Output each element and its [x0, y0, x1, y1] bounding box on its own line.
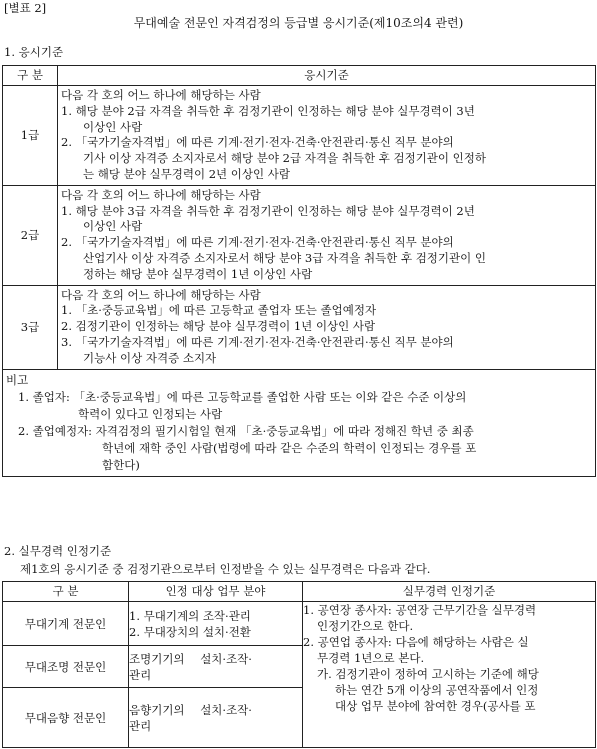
criteria-line: 인정기간으로 한다.: [317, 619, 414, 633]
criteria-line: 2. 「국가기술자격법」에 따른 기계·전기·전자·건축·안전관리·통신 직무 분야의: [61, 235, 454, 250]
criteria-line: 이상인 사람: [83, 119, 143, 134]
criteria-line: 는 해당 분야 실무경력이 2년 이상인 사람: [83, 166, 290, 181]
scope-line: 관리: [129, 667, 152, 682]
criteria-line: 하는 연간 5개 이상의 공연작품에서 인정: [335, 683, 539, 697]
criteria-line: 무경력 1년으로 본다.: [317, 651, 425, 665]
criteria-line: 가. 검정기관이 정하여 고시하는 기준에 해당: [317, 667, 539, 681]
criteria-line: 기능사 이상 자격증 소지자: [83, 350, 217, 365]
criteria-line: 다음 각 호의 어느 하나에 해당하는 사람: [61, 88, 261, 102]
scope-cell: [129, 602, 303, 646]
criteria-line: 1. 해당 분야 2급 자격을 취득한 후 검정기관이 인정하는 해당 분야 실무경력이 3년: [61, 103, 475, 118]
scope-line: 조명기기의 설치·조작·: [129, 651, 252, 666]
scope-cell: [129, 646, 303, 688]
remarks-line: 학력이 있다고 인정되는 사람: [78, 406, 223, 421]
grade-cell: 3급: [3, 285, 58, 369]
criteria-line: 기사 이상 자격증 소지자로서 해당 분야 2급 자격을 취득한 후 검정기관이 인정하: [83, 151, 487, 166]
col-criteria-header: 응시기준: [58, 66, 596, 86]
criteria-line: 2. 공연업 종사자: 다음에 해당하는 사람은 실: [303, 635, 529, 649]
remarks-row: [3, 369, 596, 476]
section1-heading: 1. 응시기준: [4, 45, 64, 59]
criteria-cell: [58, 185, 596, 285]
criteria-cell: [58, 285, 596, 369]
grade-cell: 2급: [3, 185, 58, 285]
table-row: [3, 86, 596, 186]
table-row: [3, 185, 596, 285]
remarks-line: 학년에 재학 중인 사람(법령에 따라 같은 수준의 학력이 인정되는 경우를 포: [102, 440, 477, 455]
criteria-line: 2. 검정기관이 인정하는 해당 분야 실무경력이 1년 이상인 사람: [61, 319, 376, 334]
col-experience-header: 실무경력 인정기준: [303, 582, 596, 602]
remarks-title: 비고: [6, 372, 29, 387]
remarks-line: 2. 졸업예정자: 자격검정의 필기시험일 현재 「초·중등교육법」에 따라 정해진 학년 중 최종: [18, 423, 474, 438]
scope-line: 2. 무대장치의 설치·전환: [129, 624, 251, 639]
section2-intro: 제1호의 응시기준 중 검정기관으로부터 인정받을 수 있는 실무경력은 다음과 같다.: [20, 562, 431, 576]
scope-line: 관리: [129, 718, 152, 733]
type-cell: 무대조명 전문인: [3, 646, 129, 688]
criteria-line: 정하는 해당 분야 실무경력이 1년 이상인 사람: [83, 266, 313, 281]
type-cell: 무대음향 전문인: [3, 688, 129, 748]
scope-line: 음향기기의 설치·조작·: [129, 702, 252, 717]
criteria-line: 이상인 사람: [83, 219, 143, 234]
criteria-line: 다음 각 호의 어느 하나에 해당하는 사람: [61, 187, 261, 202]
scope-cell: [129, 688, 303, 748]
criteria-line: 1. 공연장 종사자: 공연장 근무기간을 실무경력: [303, 603, 537, 617]
criteria-line: 1. 해당 분야 3급 자격을 취득한 후 검정기관이 인정하는 해당 분야 실무경력이 2년: [61, 203, 475, 218]
scope-line: 1. 무대기계의 조작·관리: [129, 608, 251, 623]
criteria-line: 다음 각 호의 어느 하나에 해당하는 사람: [61, 287, 261, 302]
eligibility-table: [2, 65, 596, 477]
col-scope-header: 인정 대상 업무 분야: [129, 582, 303, 602]
criteria-line: 산업기사 이상 자격증 소지자로서 해당 분야 3급 자격을 취득한 후 검정기관이 인: [83, 250, 487, 265]
experience-criteria-cell: [303, 602, 596, 748]
table-row: [3, 602, 596, 646]
criteria-line: 대상 업무 분야에 참여한 경우(공사를 포: [335, 699, 536, 713]
criteria-line: 3. 「국가기술자격법」에 따른 기계·전기·전자·건축·안전관리·통신 직무 분야의: [61, 334, 454, 349]
document-title: 무대예술 전문인 자격검정의 등급별 응시기준(제10조의4 관련): [133, 16, 464, 30]
experience-table: [2, 581, 596, 748]
criteria-line: 1. 「초·중등교육법」에 따른 고등학교 졸업자 또는 졸업예정자: [61, 303, 377, 318]
grade-cell: 1급: [3, 86, 58, 186]
table-row: [3, 285, 596, 369]
remarks-cell: [3, 369, 596, 476]
annex-label: [별표 2]: [4, 1, 47, 15]
criteria-line: 2. 「국가기술자격법」에 따른 기계·전기·전자·건축·안전관리·통신 직무 분야의: [61, 135, 454, 150]
col-type-header: 구 분: [3, 582, 129, 602]
col-grade-header: 구 분: [3, 66, 58, 86]
remarks-line: 1. 졸업자: 「초·중등교육법」에 따른 고등학교를 졸업한 사람 또는 이와 같은 수준 이상의: [18, 389, 467, 404]
section2-heading: 2. 실무경력 인정기준: [4, 544, 112, 558]
type-cell: 무대기계 전문인: [3, 602, 129, 646]
remarks-line: 함한다): [102, 457, 140, 472]
criteria-cell: [58, 86, 596, 186]
